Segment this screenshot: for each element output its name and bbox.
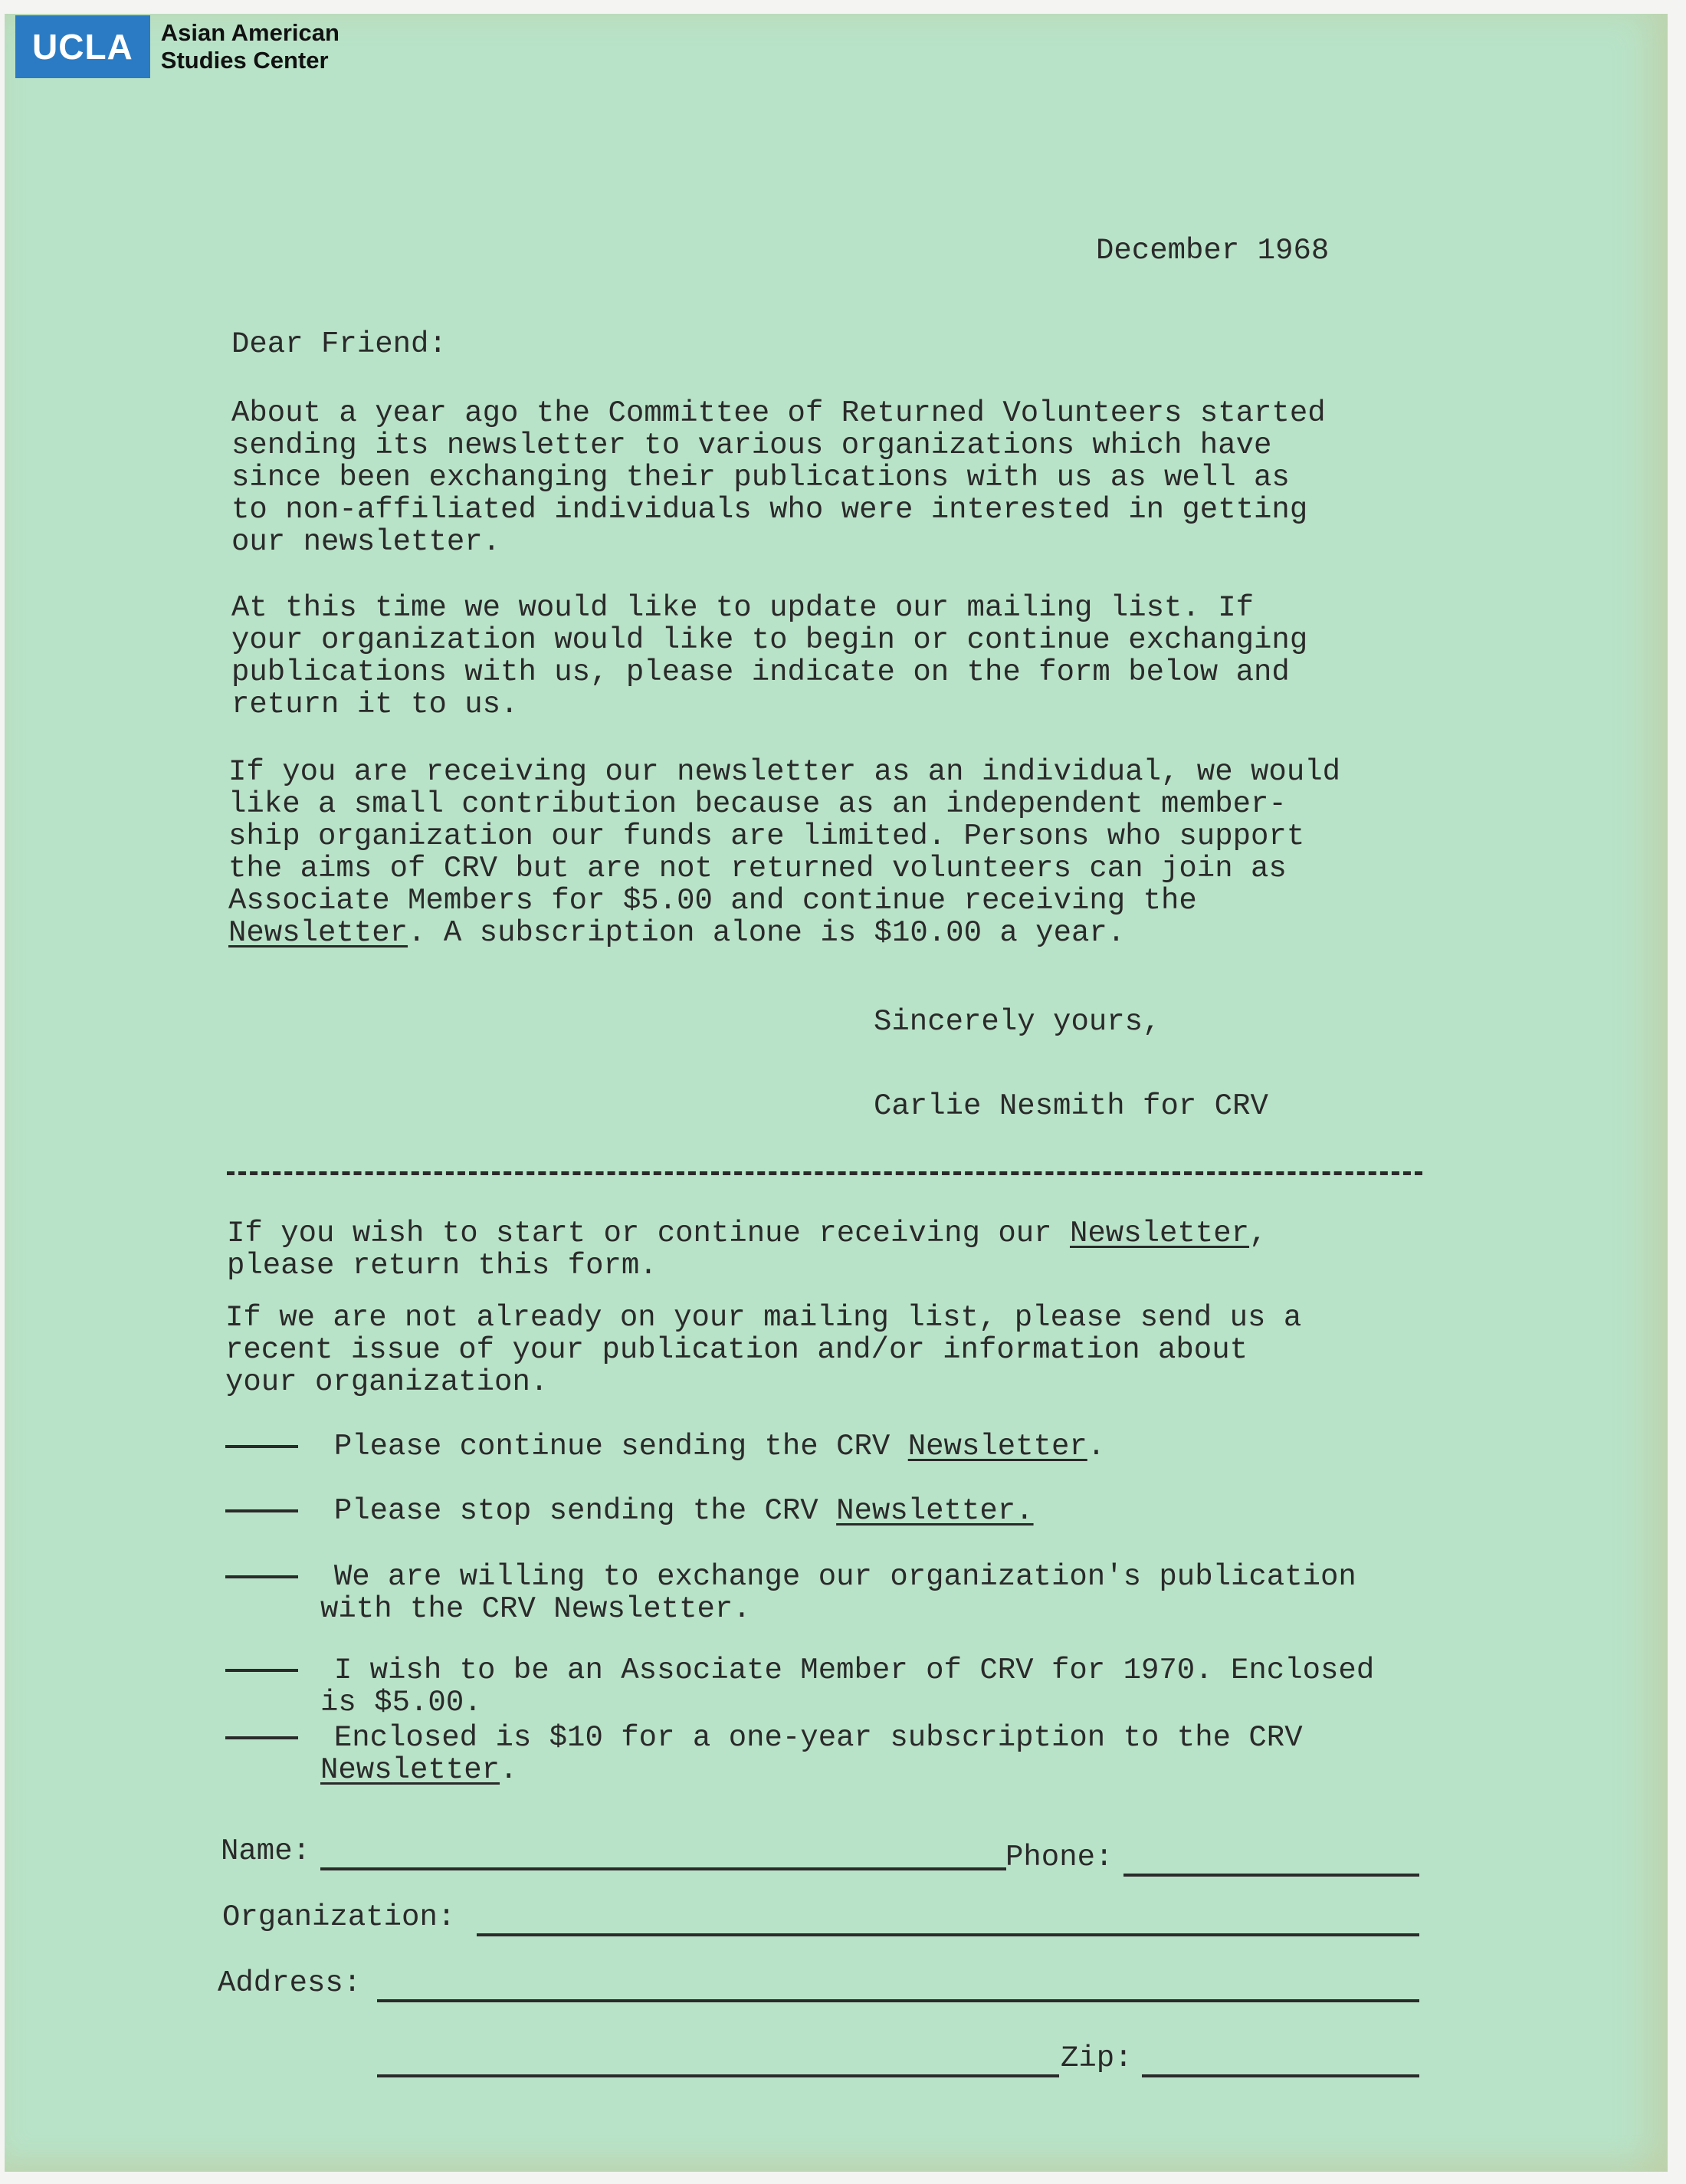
name-field[interactable] [320,1867,1006,1870]
address-field-line2[interactable] [377,2074,1059,2077]
form-intro2-line1: If we are not already on your mailing list, please send us a [225,1301,1302,1335]
cut-line [227,1171,1422,1175]
option-associate-line1: I wish to be an Associate Member of CRV for 1970. Enclosed [333,1654,1375,1687]
option-subscription-newsletter: Newsletter [320,1753,500,1787]
logo-line-2: Studies Center [160,47,329,74]
organization-field[interactable] [477,1933,1419,1936]
checkbox-blank[interactable] [225,1509,298,1512]
organization-label: Organization: [222,1900,456,1934]
option-exchange-line1: We are willing to exchange our organization's publication [333,1560,1356,1594]
option-continue-a: Please continue sending the CRV [333,1430,908,1463]
form-intro1-line1 [227,1217,1267,1250]
option-associate-line2: is $5.00. [320,1686,482,1719]
checkbox-blank[interactable] [225,1575,298,1578]
name-label: Name: [221,1834,311,1868]
checkbox-blank[interactable] [225,1669,298,1672]
option-associate[interactable] [225,1654,1374,1686]
para3-line4: the aims of CRV but are not returned volunteers can join as [228,852,1287,885]
option-continue-newsletter: Newsletter [907,1430,1087,1463]
option-subscription-line2 [320,1754,517,1786]
phone-field[interactable] [1123,1874,1419,1877]
zip-field[interactable] [1142,2074,1419,2077]
logo-text [161,19,339,74]
para3-line1: If you are receiving our newsletter as an individual, we would [228,755,1341,789]
checkbox-blank[interactable] [225,1736,298,1739]
ucla-logo [15,15,339,78]
form-intro1-line2: please return this form. [227,1249,658,1282]
option-stop[interactable] [225,1495,1034,1527]
option-subscription-b: . [500,1753,518,1787]
option-stop-newsletter: Newsletter. [836,1494,1034,1528]
para2-line4: return it to us. [231,688,519,721]
para1-line1: About a year ago the Committee of Returned Volunteers started [231,396,1326,430]
option-continue[interactable] [225,1430,1105,1463]
para2-line3: publications with us, please indicate on the form below and [231,655,1290,689]
logo-mark: UCLA [15,15,150,78]
salutation: Dear Friend: [231,327,447,361]
phone-label: Phone: [1005,1841,1114,1874]
address-field[interactable] [377,1999,1419,2002]
option-exchange[interactable] [225,1561,1356,1593]
form-intro2-line3: your organization. [225,1365,549,1399]
address-label: Address: [218,1966,362,2000]
para3-line5: Associate Members for $5.00 and continue receiving the [228,884,1197,918]
form-intro1-b: , [1249,1217,1268,1250]
option-subscription[interactable] [225,1722,1303,1754]
para2-line2: your organization would like to begin or continue exchanging [231,623,1308,657]
option-stop-a: Please stop sending the CRV [333,1494,837,1528]
closing: Sincerely yours, [874,1005,1161,1039]
logo-line-1: Asian American [160,19,339,46]
newsletter-underlined: Newsletter [228,916,408,950]
option-subscription-line1: Enclosed is $10 for a one-year subscription to the CRV [333,1721,1303,1755]
option-exchange-line2: with the CRV Newsletter. [320,1592,751,1626]
para1-line4: to non-affiliated individuals who were interested in getting [231,493,1308,527]
para1-line2: sending its newsletter to various organizations which have [231,429,1272,462]
letter-date: December 1968 [1096,234,1330,268]
checkbox-blank[interactable] [225,1445,298,1448]
zip-label: Zip: [1061,2041,1133,2075]
para1-line3: since been exchanging their publications with us as well as [231,461,1290,494]
form-intro1-newsletter: Newsletter [1069,1217,1250,1250]
para1-line5: our newsletter. [231,525,501,559]
signature: Carlie Nesmith for CRV [874,1089,1268,1123]
form-intro1-a: If you wish to start or continue receiving our [227,1217,1070,1250]
option-continue-b: . [1087,1430,1106,1463]
form-intro2-line2: recent issue of your publication and/or information about [225,1333,1248,1367]
para3-line3: ship organization our funds are limited. Persons who support [228,819,1305,853]
para3-line6-rest: . A subscription alone is $10.00 a year. [408,916,1126,950]
para3-line2: like a small contribution because as an independent member- [228,787,1287,821]
para2-line1: At this time we would like to update our mailing list. If [231,591,1255,625]
para3-line6 [228,917,1125,949]
